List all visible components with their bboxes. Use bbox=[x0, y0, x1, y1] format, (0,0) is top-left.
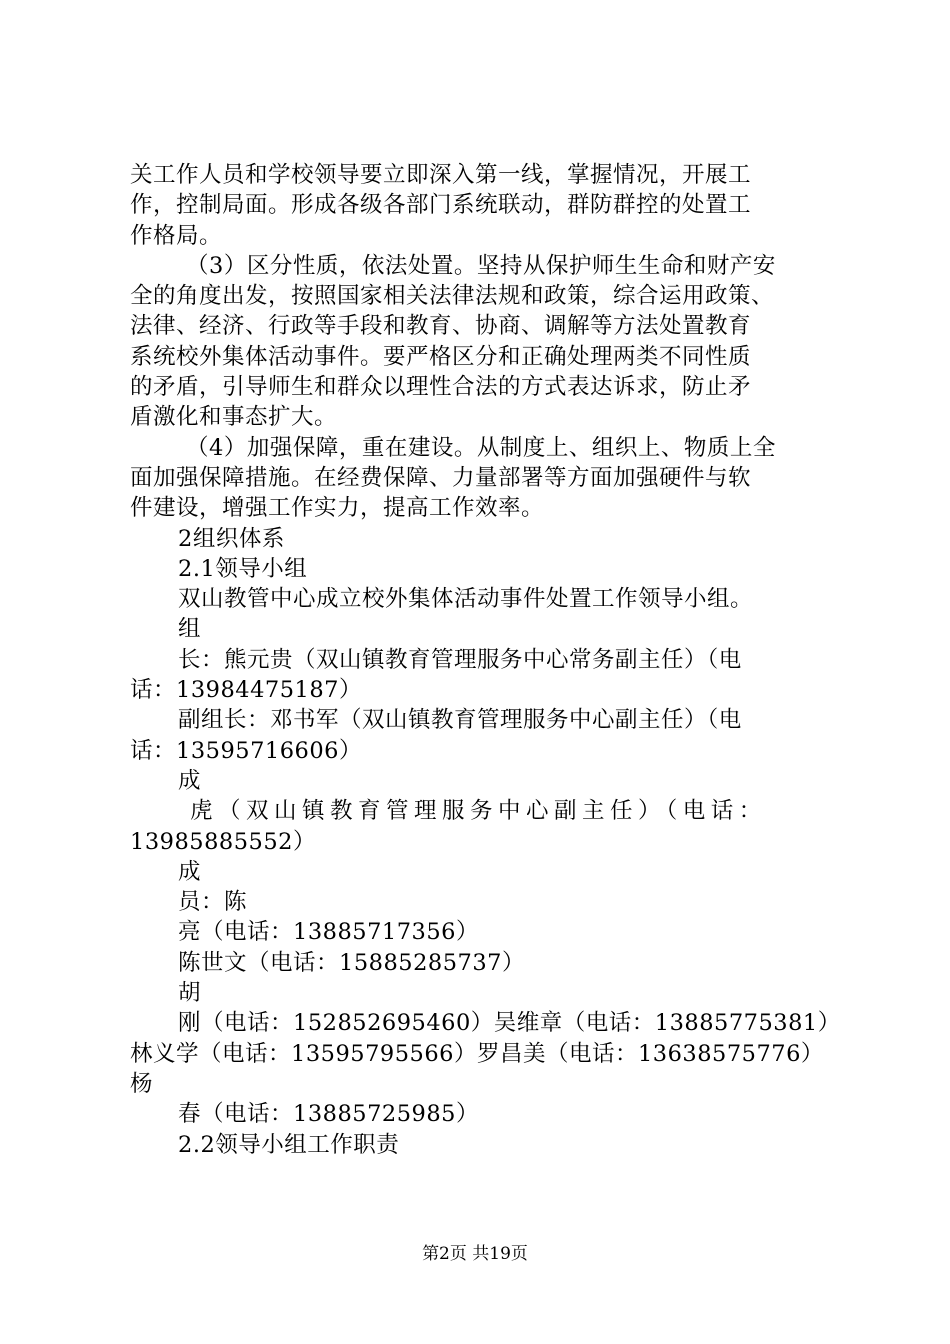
text-line: 关工作人员和学校领导要立即深入第一线，掌握情况，开展工 bbox=[130, 162, 752, 188]
text-line: 刚（电话：152852695460）吴维章（电话：13885775381） bbox=[178, 1010, 841, 1037]
text-line: 员：陈 bbox=[178, 889, 248, 916]
text-line: 作格局。 bbox=[130, 222, 223, 249]
text-line: 林义学（电话：13595795566）罗昌美（电话：13638575776） bbox=[130, 1040, 824, 1067]
text-line: 盾激化和事态扩大。 bbox=[130, 404, 338, 431]
text-line: 组 bbox=[178, 616, 202, 643]
text-line: 件建设，增强工作实力，提高工作效率。 bbox=[130, 495, 545, 522]
text-line: 法律、经济、行政等手段和教育、协商、调解等方法处置教育 bbox=[130, 313, 752, 340]
text-line: 面加强保障措施。在经费保障、力量部署等方面加强硬件与软 bbox=[130, 464, 752, 491]
subsection-heading: 2.1领导小组 bbox=[178, 555, 308, 582]
page-number-footer: 第2页 共19页 bbox=[422, 1244, 528, 1264]
text-line: 13985885552） bbox=[130, 828, 316, 855]
text-line: 陈世文（电话：15885285737） bbox=[178, 949, 525, 976]
text-line: （3）区分性质，依法处置。坚持从保护师生生命和财产安 bbox=[186, 252, 776, 279]
text-line: 副组长：邓书军（双山镇教育管理服务中心副主任）（电 bbox=[178, 707, 742, 734]
text-line: 杨 bbox=[130, 1070, 154, 1097]
text-line: 双山教管中心成立校外集体活动事件处置工作领导小组。 bbox=[178, 586, 754, 613]
text-line: 话：13984475187） bbox=[130, 677, 362, 704]
subsection-heading: 2.2领导小组工作职责 bbox=[178, 1131, 400, 1158]
text-line: 的矛盾，引导师生和群众以理性合法的方式表达诉求，防止矛 bbox=[130, 374, 752, 401]
text-line: 胡 bbox=[178, 980, 202, 1007]
text-line: 长：熊元贵（双山镇教育管理服务中心常务副主任）（电 bbox=[178, 646, 742, 673]
text-line: 作，控制局面。形成各级各部门系统联动，群防群控的处置工 bbox=[130, 192, 752, 219]
text-line: 虎（双山镇教育管理服务中心副主任）（电话： bbox=[190, 798, 767, 825]
text-line: 春（电话：13885725985） bbox=[178, 1101, 479, 1128]
section-heading: 2组织体系 bbox=[178, 525, 285, 552]
text-line: 系统校外集体活动事件。要严格区分和正确处理两类不同性质 bbox=[130, 343, 752, 370]
text-line: 全的角度出发，按照国家相关法律法规和政策，综合运用政策、 bbox=[130, 283, 775, 310]
text-line: （4）加强保障，重在建设。从制度上、组织上、物质上全 bbox=[186, 434, 776, 461]
text-line: 话：13595716606） bbox=[130, 737, 362, 764]
text-line: 亮（电话：13885717356） bbox=[178, 919, 479, 946]
text-line: 成 bbox=[178, 858, 202, 885]
document-body bbox=[130, 160, 841, 1160]
text-line: 成 bbox=[178, 767, 202, 794]
